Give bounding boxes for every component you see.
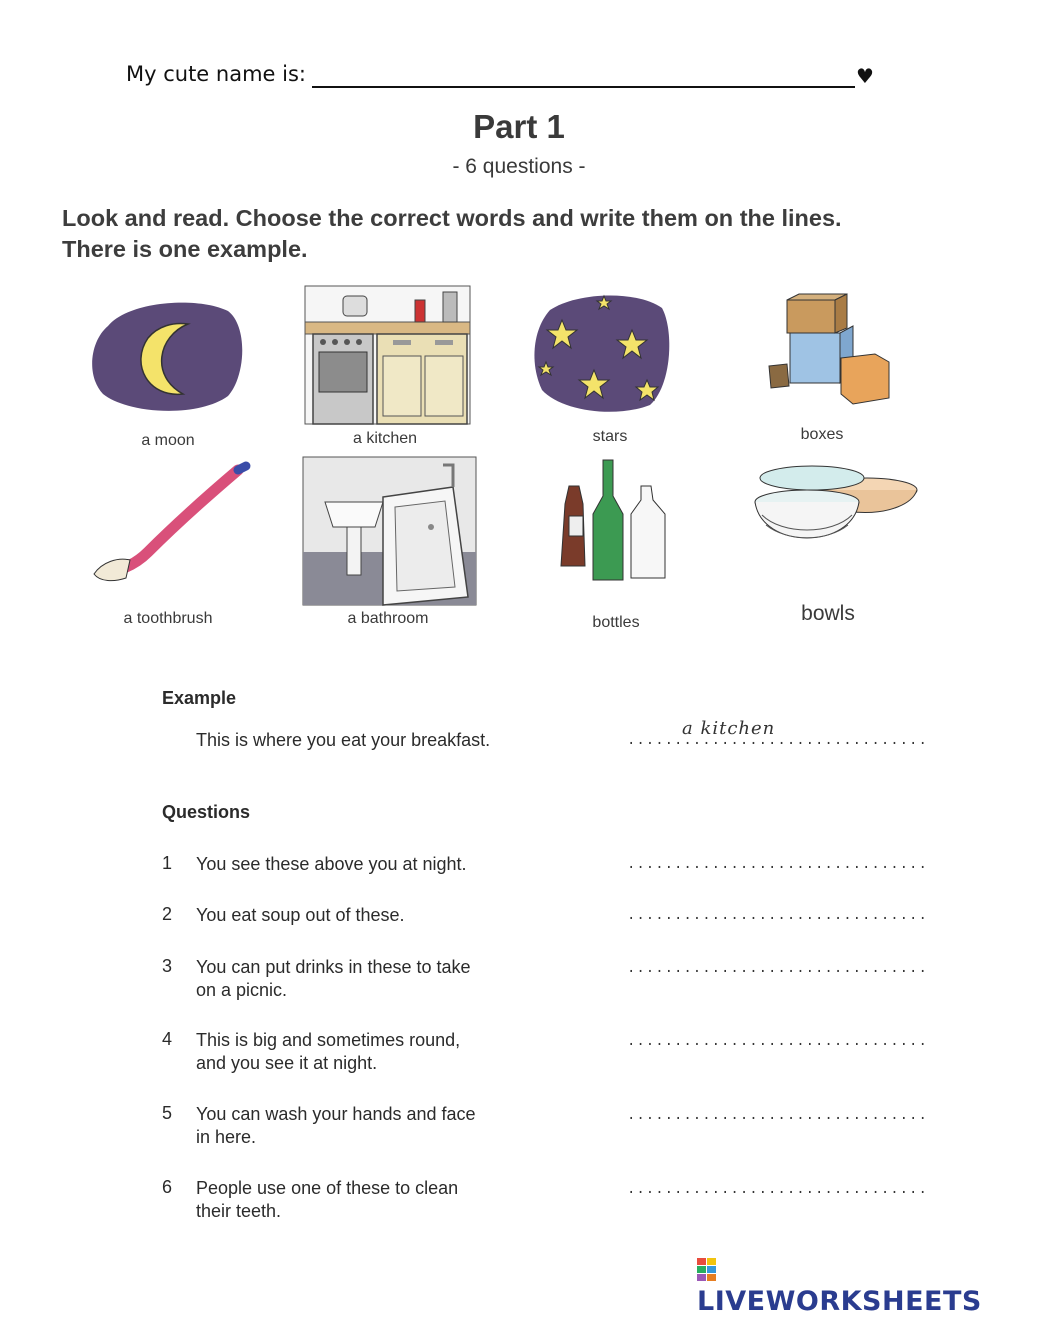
question-5-line-1: You can wash your hands and face bbox=[196, 1104, 476, 1124]
question-number-1: 1 bbox=[162, 853, 173, 873]
question-number-3: 3 bbox=[162, 956, 173, 976]
kitchen-picture bbox=[305, 286, 470, 424]
question-number-6: 6 bbox=[162, 1177, 173, 1197]
question-3-line-1: You can put drinks in these to take bbox=[196, 957, 471, 977]
answer-input-5[interactable] bbox=[627, 1091, 928, 1124]
bowls-picture bbox=[752, 460, 920, 555]
answer-dots-5: ................................ bbox=[627, 1108, 928, 1124]
question-number-2: 2 bbox=[162, 904, 173, 924]
example-dots: ................................ bbox=[627, 733, 928, 749]
caption-bowls: bowls bbox=[801, 602, 855, 625]
question-text-4 bbox=[196, 1029, 556, 1075]
question-text-6 bbox=[196, 1177, 556, 1223]
moon-picture bbox=[88, 296, 248, 416]
name-input[interactable] bbox=[312, 58, 856, 90]
question-text-3 bbox=[196, 956, 556, 1002]
example-text: This is where you eat your breakfast. bbox=[196, 730, 491, 750]
name-label: My cute name is: bbox=[126, 62, 306, 86]
answer-dots-4: ................................ bbox=[627, 1034, 928, 1050]
bottles-picture bbox=[555, 456, 675, 584]
toothbrush-picture bbox=[88, 462, 253, 590]
question-text-2 bbox=[196, 904, 556, 927]
example-heading: Example bbox=[162, 688, 237, 708]
question-4-line-2: and you see it at night. bbox=[196, 1053, 378, 1073]
caption-toothbrush: a toothbrush bbox=[123, 610, 213, 627]
answer-input-3[interactable] bbox=[627, 944, 928, 977]
question-5-line-2: in here. bbox=[196, 1127, 257, 1147]
question-1-line-1: You see these above you at night. bbox=[196, 854, 467, 874]
caption-moon: a moon bbox=[141, 432, 195, 449]
logo-text: LIVEWORKSHEETS bbox=[697, 1286, 982, 1317]
part-subtitle: - 6 questions - bbox=[452, 155, 586, 178]
bathroom-picture bbox=[303, 457, 476, 605]
caption-bottles: bottles bbox=[592, 614, 640, 631]
caption-bathroom: a bathroom bbox=[347, 610, 429, 627]
answer-dots-1: ................................ bbox=[627, 857, 928, 873]
answer-input-1[interactable] bbox=[627, 840, 928, 873]
caption-stars: stars bbox=[592, 428, 628, 445]
boxes-picture bbox=[765, 288, 895, 413]
question-text-5 bbox=[196, 1103, 556, 1149]
heart-icon: ♥ bbox=[856, 64, 874, 88]
part-title: Part 1 bbox=[473, 108, 565, 145]
answer-dots-6: ................................ bbox=[627, 1182, 928, 1198]
stars-picture bbox=[532, 290, 672, 415]
example-answer: a kitchen bbox=[682, 718, 776, 739]
answer-dots-3: ................................ bbox=[627, 961, 928, 977]
question-4-line-1: This is big and sometimes round, bbox=[196, 1030, 461, 1050]
caption-boxes: boxes bbox=[800, 426, 844, 443]
instructions bbox=[62, 203, 962, 265]
answer-input-6[interactable] bbox=[627, 1165, 928, 1198]
question-text-1 bbox=[196, 853, 556, 876]
liveworksheets-logo bbox=[697, 1255, 1000, 1317]
answer-input-2[interactable] bbox=[627, 891, 928, 924]
question-6-line-2: their teeth. bbox=[196, 1201, 282, 1221]
caption-kitchen: a kitchen bbox=[352, 430, 418, 447]
question-number-4: 4 bbox=[162, 1029, 173, 1049]
logo-blocks-icon bbox=[697, 1258, 717, 1282]
instructions-line-1: Look and read. Choose the correct words and write them on the lines. bbox=[62, 205, 842, 231]
questions-heading: Questions bbox=[162, 802, 251, 822]
question-2-line-1: You eat soup out of these. bbox=[196, 905, 405, 925]
instructions-line-2: There is one example. bbox=[62, 236, 308, 262]
question-6-line-1: People use one of these to clean bbox=[196, 1178, 459, 1198]
question-3-line-2: on a picnic. bbox=[196, 980, 288, 1000]
answer-input-4[interactable] bbox=[627, 1017, 928, 1050]
question-number-5: 5 bbox=[162, 1103, 173, 1123]
answer-dots-2: ................................ bbox=[627, 908, 928, 924]
